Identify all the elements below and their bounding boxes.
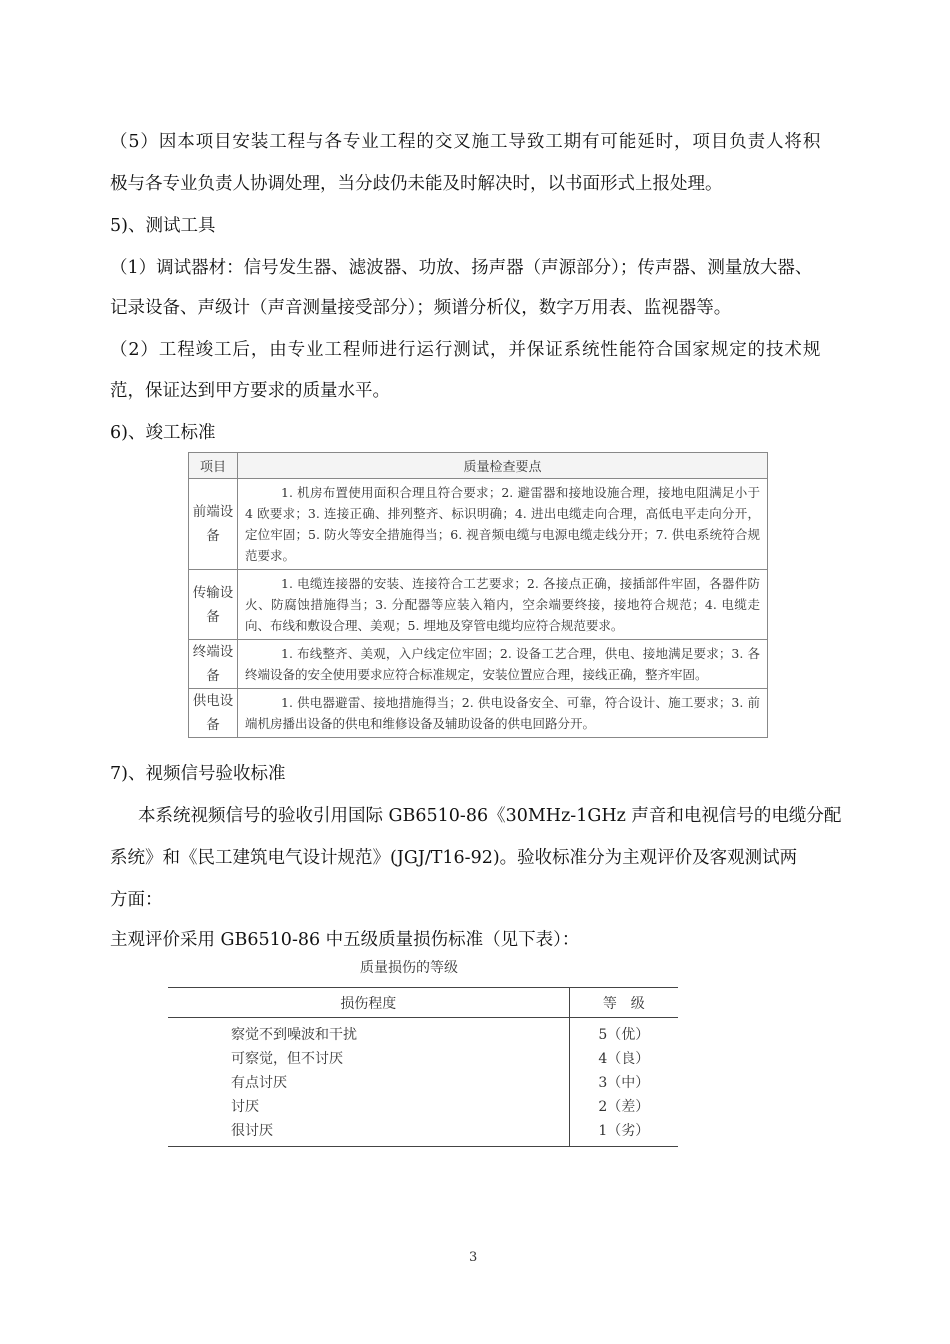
grade-cell: 1（劣） xyxy=(598,1123,650,1139)
row-points: 1. 供电器避雷、接地措施得当；2. 供电设备安全、可靠，符合设计、施工要求；3. 前端机房播出设备的供电和维修设备及辅助设备的供电回路分开。 xyxy=(238,689,768,738)
row-points: 1. 布线整齐、美观，入户线定位牢固；2. 设备工艺合理，供电、接地满足要求；3. 各终端设备的安全使用要求应符合标准规定，安装位置应合理，接线正确，整齐牢固。 xyxy=(238,640,768,689)
video-paragraph-line-1: 本系统视频信号的验收引用国际 GB6510-86《30MHz-1GHz 声音和电视信号的电缆分配 xyxy=(138,806,842,826)
test-tools-1-line-1: （1）调试器材：信号发生器、滤波器、功放、扬声器（声源部分）；传声器、测量放大器、 xyxy=(110,258,813,278)
row-points: 1. 机房布置使用面积合理且符合要求；2. 避雷器和接地设施合理，接地电阻满足小于 4 欧要求；3. 连接正确、排列整齐、标识明确；4. 进出电缆走向合理，高低电平走向分开，定位牢固；5. 防火等安全措施得当；6. 视音频电缆与电源电缆走线分开；7. 供电系统符合规范要求。 xyxy=(238,479,768,570)
heading-video-signal-standard: 7)、视频信号验收标准 xyxy=(110,764,286,784)
damage-cell: 讨厌 xyxy=(168,1094,569,1118)
header-item: 项目 xyxy=(189,453,238,479)
test-tools-2-line-1: （2）工程竣工后，由专业工程师进行运行测试，并保证系统性能符合国家规定的技术规 xyxy=(110,340,822,360)
row-points: 1. 电缆连接器的安装、连接符合工艺要求；2. 各接点正确，接插部件牢固，各器件防火、防腐蚀措施得当；3. 分配器等应装入箱内，空余端要终接，接地符合规范；4. 电缆走向、布线和敷设合理、美观；5. 埋地及穿管电缆均应符合规范要求。 xyxy=(238,570,768,640)
grade-cell: 4（良） xyxy=(598,1051,650,1067)
grade-table-title: 质量损伤的等级 xyxy=(360,960,458,976)
subjective-evaluation-line: 主观评价采用 GB6510-86 中五级质量损伤标准（见下表）： xyxy=(110,930,580,950)
header-points: 质量检查要点 xyxy=(238,453,768,479)
row-item: 传输设备 xyxy=(189,570,238,640)
damage-cell: 有点讨厌 xyxy=(168,1070,569,1094)
video-paragraph-line-3: 方面： xyxy=(110,890,163,910)
grade-row xyxy=(168,1046,678,1070)
grade-row xyxy=(168,1118,678,1147)
header-grade: 等 级 xyxy=(569,988,678,1018)
paragraph-5-line-2: 极与各专业负责人协调处理，当分歧仍未能及时解决时，以书面形式上报处理。 xyxy=(110,174,723,194)
row-item: 供电设备 xyxy=(189,689,238,738)
grade-row xyxy=(168,1070,678,1094)
test-tools-2-line-2: 范，保证达到甲方要求的质量水平。 xyxy=(110,381,390,401)
table-row xyxy=(189,570,768,640)
grade-row xyxy=(168,1018,678,1047)
row-item: 终端设备 xyxy=(189,640,238,689)
test-tools-1-line-2: 记录设备、声级计（声音测量接受部分）；频谱分析仪，数字万用表、监视器等。 xyxy=(110,298,732,318)
grade-cell: 2（差） xyxy=(598,1099,650,1115)
damage-cell: 察觉不到噪波和干扰 xyxy=(168,1018,569,1047)
table-header-row xyxy=(189,453,768,479)
grade-table xyxy=(168,987,678,1147)
grade-cell: 5（优） xyxy=(598,1027,650,1043)
page-number: 3 xyxy=(469,1250,478,1265)
damage-cell: 可察觉，但不讨厌 xyxy=(168,1046,569,1070)
grade-cell: 3（中） xyxy=(598,1075,650,1091)
table-row xyxy=(189,689,768,738)
heading-test-tools: 5)、测试工具 xyxy=(110,216,216,236)
paragraph-5-line-1: （5）因本项目安装工程与各专业工程的交叉施工导致工期有可能延时，项目负责人将积 xyxy=(110,132,822,152)
table-row xyxy=(189,479,768,570)
table-row xyxy=(189,640,768,689)
header-damage: 损伤程度 xyxy=(168,988,569,1018)
grade-row xyxy=(168,1094,678,1118)
row-item: 前端设备 xyxy=(189,479,238,570)
heading-completion-standard: 6)、竣工标准 xyxy=(110,423,216,443)
damage-cell: 很讨厌 xyxy=(168,1118,569,1147)
grade-header-row xyxy=(168,988,678,1018)
completion-standard-table xyxy=(188,452,768,738)
video-paragraph-line-2: 系统》和《民工建筑电气设计规范》(JGJ/T16-92)。验收标准分为主观评价及客观测试两 xyxy=(110,848,798,868)
